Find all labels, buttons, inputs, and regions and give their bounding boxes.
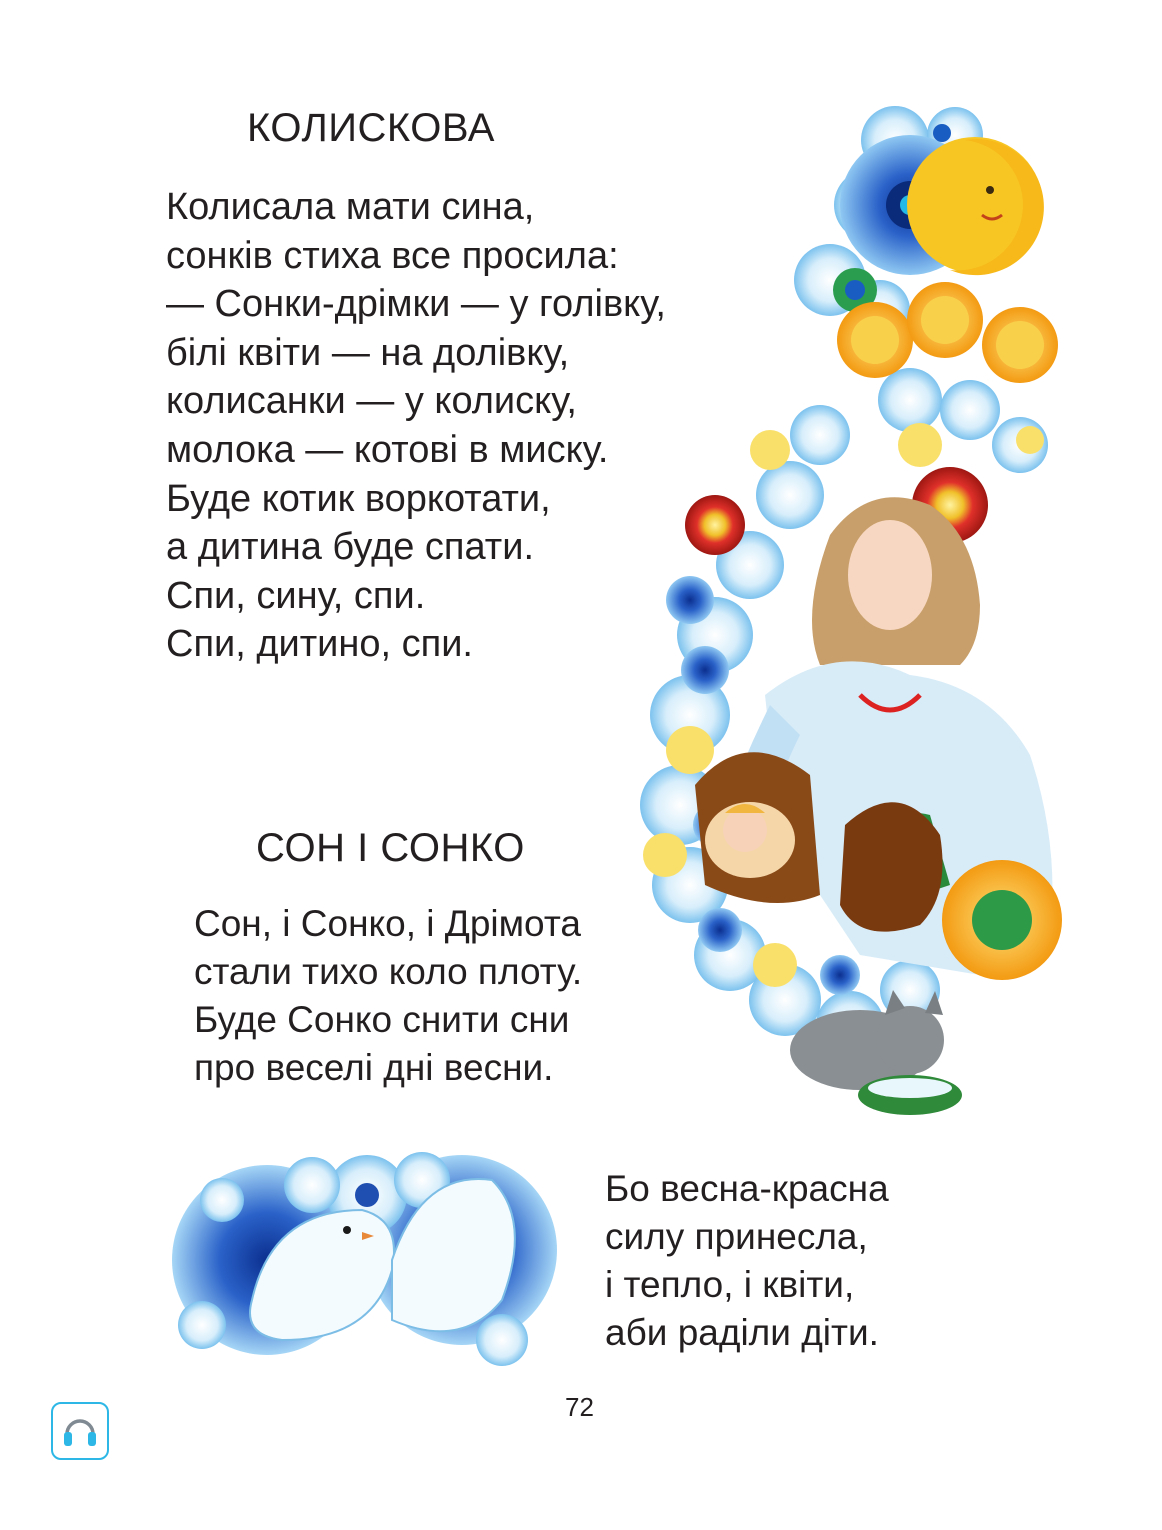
poem-line: Сон, і Сонко, і Дрімота — [194, 903, 581, 944]
poem-line: Спи, дитино, спи. — [166, 623, 473, 666]
poem-spring — [605, 1165, 889, 1357]
poem-line: Буде котик воркотати, — [166, 477, 551, 520]
poem-line: Бо весна-красна — [605, 1168, 889, 1209]
poem-line: стали тихо коло плоту. — [194, 951, 583, 992]
poem-line: Буде Сонко снити сни — [194, 999, 570, 1040]
poem-line: Колисала мати сина, — [166, 186, 535, 228]
poem-line: колисанки — у колиску, — [166, 380, 577, 423]
poem-line: білі квіти — на долівку, — [166, 331, 570, 374]
poem-title-son-i-sonko: СОН І СОНКО — [256, 826, 525, 870]
poem-lullaby — [166, 183, 666, 669]
audio-button[interactable] — [51, 1402, 109, 1460]
poem-line: Спи, сину, спи. — [166, 574, 426, 617]
headphones-icon — [61, 1412, 99, 1450]
poem-line: — Сонки-дрімки — у голівку, — [166, 283, 666, 326]
poem-line: молока — котові в миску. — [166, 428, 609, 471]
doves-illustration — [162, 1150, 557, 1375]
poem-line: і тепло, і квіти, — [605, 1264, 855, 1305]
poem-title-lullaby: КОЛИСКОВА — [247, 106, 495, 150]
page-number: 72 — [565, 1392, 594, 1422]
poem-son-i-sonko — [194, 900, 582, 1092]
poem-line: аби раділи діти. — [605, 1312, 879, 1353]
poem-line: про веселі дні весни. — [194, 1047, 554, 1088]
lullaby-illustration — [620, 95, 1080, 1130]
poem-line: сонків стиха все просила: — [166, 234, 619, 277]
sunflower-image — [942, 860, 1062, 980]
poem-line: силу принесла, — [605, 1216, 868, 1257]
poem-line: а дитина буде спати. — [166, 526, 534, 569]
